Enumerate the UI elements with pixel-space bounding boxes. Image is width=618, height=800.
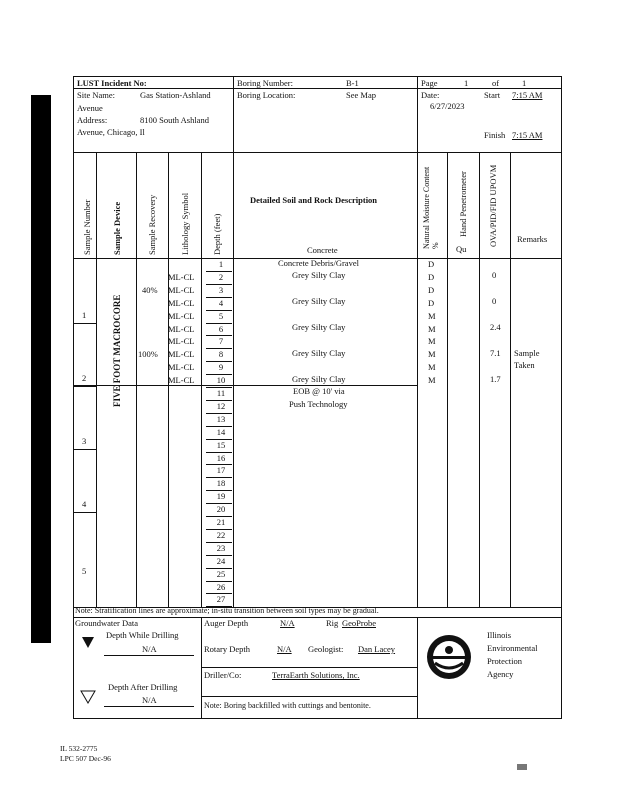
col-qu: Qu <box>456 244 467 254</box>
rotary-value: N/A <box>277 644 292 654</box>
depth-cell: 27 <box>216 594 226 605</box>
desc-d10: Grey Silty Clay <box>292 374 346 384</box>
backfill-note: Note: Boring backfilled with cuttings and bentonite. <box>204 701 371 710</box>
scan-mark <box>517 764 527 770</box>
bottom-div-2 <box>417 617 418 718</box>
site-name-cont: Avenue <box>77 103 103 113</box>
depth-cell: 17 <box>216 465 226 476</box>
lithology-cell: ML-CL <box>168 310 195 321</box>
col-ova: OVA/PID/FID UPOVM <box>488 164 498 247</box>
col-description: Detailed Soil and Rock Description <box>250 195 378 205</box>
sample-5: 5 <box>82 566 87 576</box>
col-sample-number: Sample Number <box>82 199 92 255</box>
depth-cell: 22 <box>216 529 226 540</box>
moisture-cell: D <box>428 284 435 295</box>
water-level-while-icon <box>82 637 94 649</box>
depth-while-underline <box>104 655 194 656</box>
depth-cell: 20 <box>216 504 226 515</box>
address: 8100 South Ashland <box>140 115 209 125</box>
scan-edge-bar <box>31 95 51 643</box>
sample-device-text: FIVE FOOT MACROCORE <box>112 294 122 407</box>
depth-after-underline <box>104 706 194 707</box>
bottom-line-2 <box>201 696 417 697</box>
moisture-cell: D <box>428 259 435 269</box>
header-line-2 <box>74 152 561 153</box>
desc-d6: Grey Silty Clay <box>292 322 346 332</box>
date-value: 6/27/2023 <box>430 101 465 111</box>
rig-value: GeoProbe <box>342 618 376 628</box>
page-total: 1 <box>522 78 527 88</box>
depth-after-value: N/A <box>142 695 157 705</box>
auger-label: Auger Depth <box>204 618 249 628</box>
depth-cell: 23 <box>216 542 226 553</box>
recovery-2: 100% <box>138 349 158 359</box>
stratification-note: Note: Stratification lines are approximate; in-situ transition between soil types may be gradual. <box>75 606 379 615</box>
site-name: Gas Station-Ashland <box>140 90 211 100</box>
moisture-cell: M <box>428 375 436 386</box>
note-bottom <box>74 617 561 618</box>
header-line-1 <box>74 88 561 89</box>
depth-cell: 25 <box>216 568 226 579</box>
incident-label: LUST Incident No: <box>77 78 147 88</box>
bottom-line-1 <box>201 667 417 668</box>
depth-cell: 21 <box>216 517 226 527</box>
lithology-cell: ML-CL <box>168 323 195 334</box>
groundwater-label: Groundwater Data <box>75 618 139 628</box>
sample-divider <box>74 449 96 450</box>
depth-cell: 2 <box>218 271 224 282</box>
col-remarks: Remarks <box>517 234 548 244</box>
depth-cell: 12 <box>216 400 226 411</box>
start-time: 7:15 AM <box>512 90 543 100</box>
lithology-cell: ML-CL <box>168 284 195 295</box>
driller-label: Driller/Co: <box>204 670 242 680</box>
lithology-cell: ML-CL <box>168 375 195 386</box>
boring-log-form <box>73 76 562 719</box>
desc-d4: Grey Silty Clay <box>292 296 346 306</box>
sample-2: 2 <box>82 373 87 383</box>
auger-value: N/A <box>280 618 295 628</box>
lithology-cell: ML-CL <box>168 362 195 373</box>
remarks-2: Taken <box>514 360 535 370</box>
sample-divider <box>74 323 96 324</box>
depth-cell: 6 <box>218 323 224 334</box>
agency-line-1: Illinois <box>487 630 512 640</box>
address-cont: Avenue, Chicago, Il <box>77 127 145 137</box>
ova-r4: 0 <box>492 296 497 306</box>
lithology-cell: ML-CL <box>168 297 195 308</box>
concrete-label: Concrete <box>307 245 338 255</box>
eob-line-left <box>74 385 233 386</box>
depth-cell: 14 <box>216 426 226 437</box>
desc-d1: Concrete Debris/Gravel <box>278 258 359 268</box>
col-sample-device: Sample Device <box>112 201 122 255</box>
depth-cell: 5 <box>218 310 224 321</box>
page-label: Page <box>421 78 438 88</box>
boring-number-label: Boring Number: <box>237 78 293 88</box>
rig-label: Rig <box>326 618 339 628</box>
lithology-cell: ML-CL <box>168 349 195 360</box>
depth-cell: 9 <box>218 362 224 373</box>
desc-d11: EOB @ 10' via <box>293 386 345 396</box>
geologist-label: Geologist: <box>308 644 344 654</box>
finish-label: Finish <box>484 130 506 140</box>
depth-cell: 13 <box>216 413 226 424</box>
form-id: IL 532-2775 <box>60 744 98 753</box>
site-name-label: Site Name: <box>77 90 116 100</box>
col-divider-lithology <box>201 152 202 607</box>
recovery-1: 40% <box>142 285 158 295</box>
date-label: Date: <box>421 90 440 100</box>
col-sample-recovery: Sample Recovery <box>147 194 157 255</box>
page-number: 1 <box>464 78 469 88</box>
depth-cell: 15 <box>216 439 226 450</box>
col-divider-penetrometer <box>479 152 480 607</box>
lithology-cell: ML-CL <box>168 271 195 282</box>
depth-cell: 7 <box>218 336 224 347</box>
boring-number: B-1 <box>346 78 359 88</box>
boring-location: See Map <box>346 90 376 100</box>
col-divider-ova <box>510 152 511 607</box>
depth-cell: 16 <box>216 452 226 463</box>
col-divider-sample <box>96 152 97 607</box>
col-depth: Depth (feet) <box>212 213 222 255</box>
desc-d2: Grey Silty Clay <box>292 270 346 280</box>
moisture-cell: M <box>428 310 436 321</box>
agency-line-4: Agency <box>487 669 514 679</box>
depth-cell: 3 <box>218 284 224 295</box>
col-penetrometer: Hand Penetrometer <box>458 171 468 237</box>
moisture-cell: D <box>428 271 435 282</box>
col-divider-device <box>136 152 137 607</box>
desc-d8: Grey Silty Clay <box>292 348 346 358</box>
col-divider-description <box>417 152 418 607</box>
start-label: Start <box>484 90 501 100</box>
agency-line-2: Environmental <box>487 643 538 653</box>
ova-r2: 0 <box>492 270 497 280</box>
sample-4: 4 <box>82 499 87 509</box>
depth-cell: 4 <box>218 297 224 308</box>
remarks-1: Sample <box>514 348 540 358</box>
moisture-cell: M <box>428 362 436 373</box>
col-lithology-symbol: Lithology Symbol <box>180 192 190 255</box>
finish-time: 7:15 AM <box>512 130 543 140</box>
depth-cell: 11 <box>216 388 226 398</box>
rotary-label: Rotary Depth <box>204 644 251 654</box>
moisture-cell: M <box>428 336 436 347</box>
moisture-cell: D <box>428 297 435 308</box>
depth-cell: 1 <box>218 259 224 269</box>
iepa-logo <box>425 633 473 681</box>
address-label: Address: <box>77 115 108 125</box>
depth-while-value: N/A <box>142 644 157 654</box>
form-rev: LPC 507 Dec-96 <box>60 754 111 763</box>
depth-cell: 19 <box>216 491 226 502</box>
driller-value: TerraEarth Solutions, Inc. <box>272 670 360 680</box>
depth-after-label: Depth After Drilling <box>108 682 178 692</box>
depth-while-label: Depth While Drilling <box>106 630 179 640</box>
lithology-cell: ML-CL <box>168 336 195 347</box>
depth-cell: 24 <box>216 555 226 566</box>
desc-left <box>233 258 234 386</box>
sample-divider <box>74 512 96 513</box>
moisture-cell: M <box>428 323 436 334</box>
desc-d12: Push Technology <box>289 399 348 409</box>
moisture-cell: M <box>428 349 436 360</box>
sample-divider <box>74 386 96 387</box>
ova-r8: 7.1 <box>490 348 501 358</box>
depth-cell: 18 <box>216 478 226 489</box>
sample-3: 3 <box>82 436 87 446</box>
depth-cell: 26 <box>216 581 226 592</box>
page-of: of <box>492 78 500 88</box>
col-divider-moisture <box>447 152 448 607</box>
col-moisture: Natural Moisture Content % <box>422 166 440 249</box>
ova-r6: 2.4 <box>490 322 501 332</box>
ova-r10: 1.7 <box>490 374 501 384</box>
geologist-value: Dan Lacey <box>358 644 396 654</box>
agency-line-3: Protection <box>487 656 522 666</box>
water-level-after-icon <box>80 690 96 704</box>
boring-location-label: Boring Location: <box>237 90 296 100</box>
depth-cell: 10 <box>216 375 226 386</box>
depth-cell: 8 <box>218 349 224 360</box>
sample-1: 1 <box>82 310 87 320</box>
